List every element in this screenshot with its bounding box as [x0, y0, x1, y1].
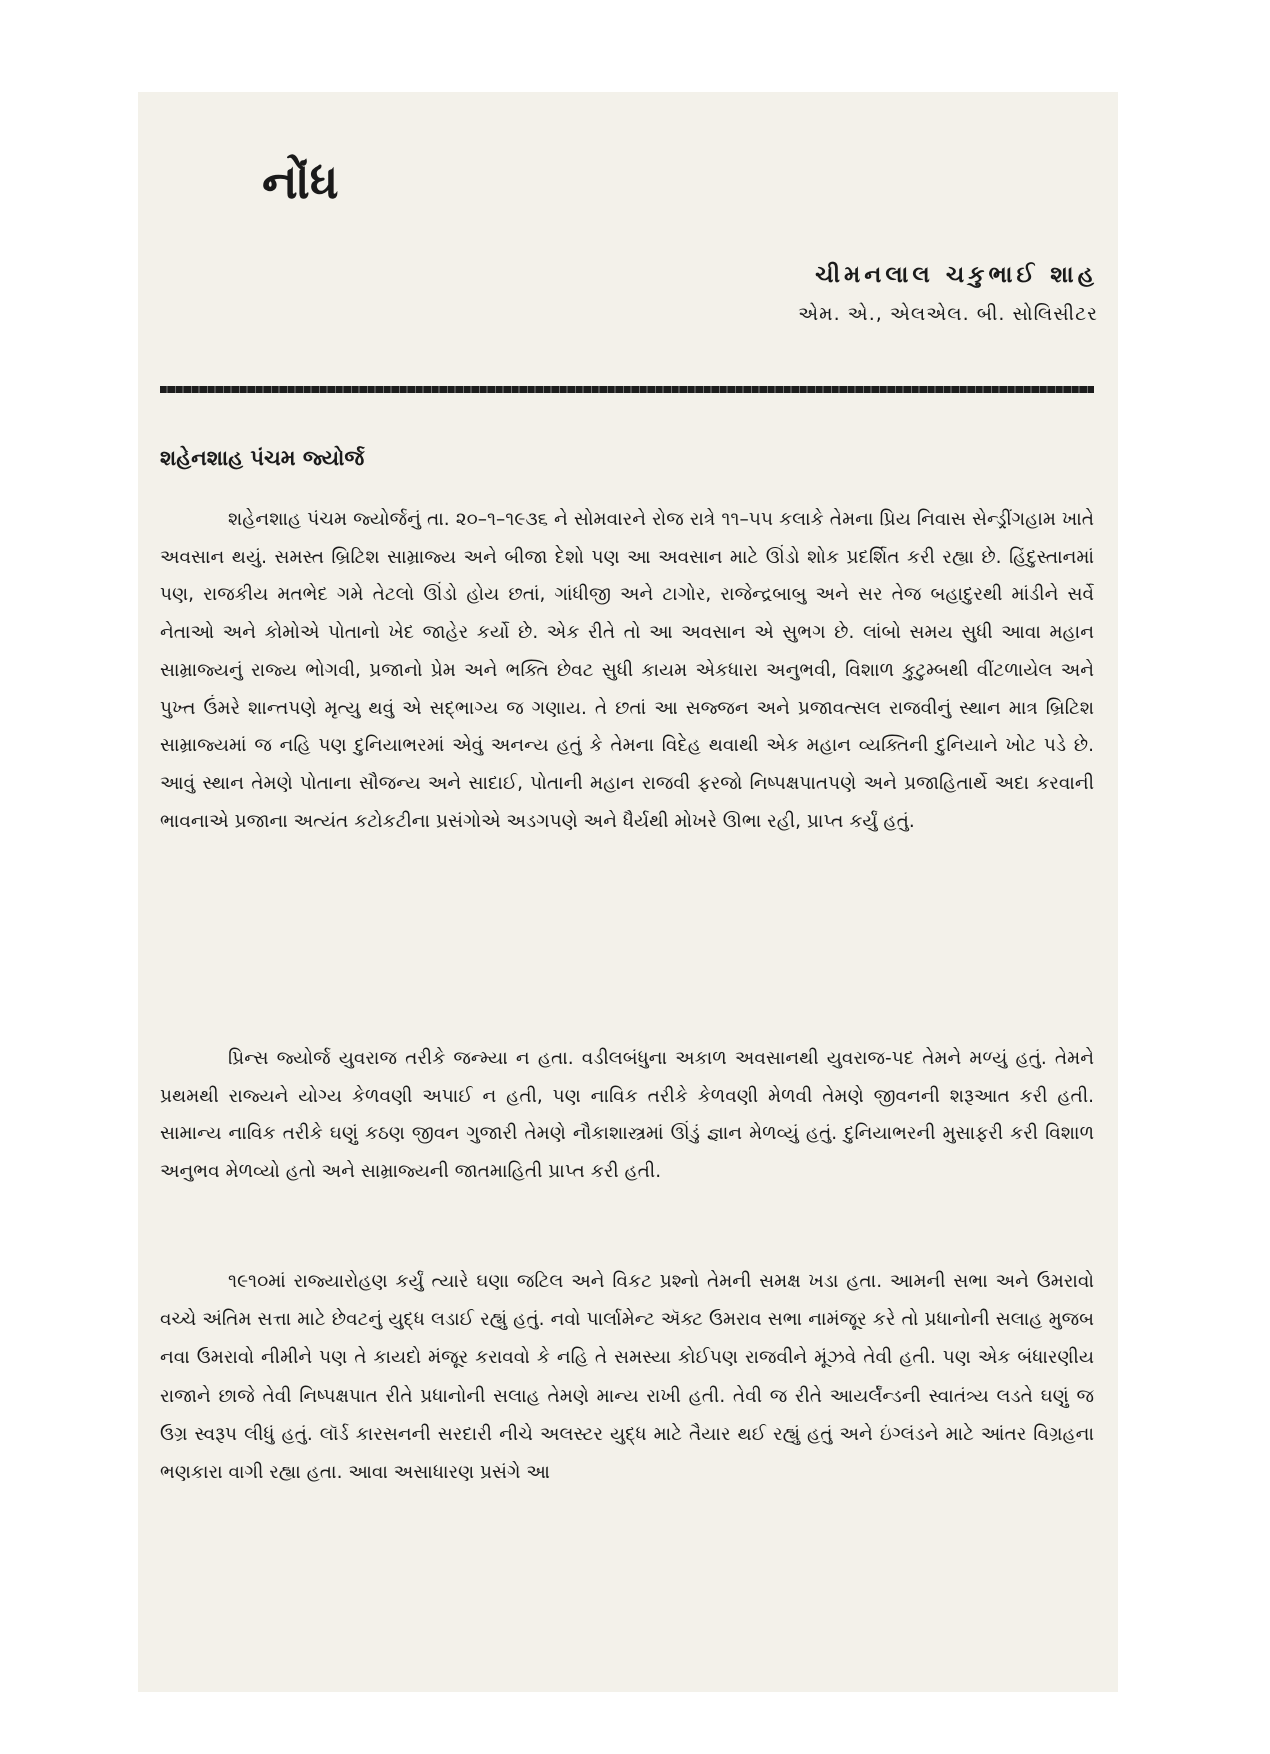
paragraph-3: ૧૯૧૦માં રાજ્યારોહણ કર્યું ત્યારે ઘણા જટિલ અને વિકટ પ્રશ્નો તેમની સમક્ષ ખડા હતા. આમની સભા અને ઉમરાવો વચ્ચે અંતિમ સત્તા માટે છેવટનું યુદ્ધ લડાઈ રહ્યું હતું. નવો પાર્લામેન્ટ ઍક્ટ ઉમરાવ સભા નામંજૂર કરે તો પ્રધાનોની સલાહ મુજબ નવા ઉમરાવો નીમીને પણ તે કાયદો મંજૂર કરાવવો કે નહિ તે સમસ્યા કોઈપણ રાજવીને મૂંઝવે તેવી હતી. પણ એક બંધારણીય રાજાને છાજે તેવી નિષ્પક્ષપાત રીતે પ્રધાનોની સલાહ તેમણે માન્ય રાખી હતી. તેવી જ રીતે આયર્લૅન્ડની સ્વાતંત્ર્ય લડતે ઘણું જ ઉગ્ર સ્વરૂપ લીધું હતું. લૉર્ડ કારસનની સરદારી નીચે અલસ્ટર યુદ્ધ માટે તૈયાર થઈ રહ્યું હતું અને ઇંગ્લંડને માટે આંતર વિગ્રહના ભણકારા વાગી રહ્યા હતા. આવા અસાધારણ પ્રસંગે આ: [160, 1271, 1094, 1484]
author-credentials: એમ. એ., એલએલ. બી. સોલિસીટર: [798, 303, 1098, 325]
paragraph-1: શહેનશાહ પંચમ જ્યોર્જનું તા. ૨૦–૧–૧૯૩૬ ને સોમવારને રોજ રાત્રે ૧૧–૫૫ કલાકે તેમના પ્રિય નિવાસ સેન્ડ્રીંગહામ ખાતે અવસાન થયું. સમસ્ત બ્રિટિશ સામ્રાજ્ય અને બીજા દેશો પણ આ અવસાન માટે ઊંડો શોક પ્રદર્શિત કરી રહ્યા છે. હિંદુસ્તાનમાં પણ, રાજકીય મતભેદ ગમે તેટલો ઊંડો હોય છતાં, ગાંધીજી અને ટાગોર, રાજેન્દ્રબાબુ અને સર તેજ બહાદુરથી માંડીને સર્વે નેતાઓ અને કોમોએ પોતાનો ખેદ જાહેર કર્યો છે. એક રીતે તો આ અવસાન એ સુભગ છે. લાંબો સમય સુધી આવા મહાન સામ્રાજ્યનું રાજ્ય ભોગવી, પ્રજાનો પ્રેમ અને ભક્તિ છેવટ સુધી કાયમ એકધારા અનુભવી, વિશાળ કુટુમ્બથી વીંટળાયેલ અને પુખ્ત ઉંમરે શાન્તપણે મૃત્યુ થવું એ સદ્ભાગ્ય જ ગણાય. તે છતાં આ સજ્જન અને પ્રજાવત્સલ રાજવીનું સ્થાન માત્ર બ્રિટિશ સામ્રાજ્યમાં જ નહિ પણ દુનિયાભરમાં એવું અનન્ય હતું કે તેમના વિદેહ થવાથી એક મહાન વ્યક્તિની દુનિયાને ખોટ પડે છે. આવું સ્થાન તેમણે પોતાના સૌજન્ય અને સાદાઈ, પોતાની મહાન રાજવી ફરજો નિષ્પક્ષપાતપણે અને પ્રજાહિતાર્થે અદા કરવાની ભાવનાએ પ્રજાના અત્યંત કટોકટીના પ્રસંગોએ અડગપણે અને ધૈર્યથી મોખરે ઊભા રહી, પ્રાપ્ત કર્યું હતું.: [160, 509, 1094, 832]
divider-rule: [160, 386, 1094, 393]
page-heading: નોંધ: [262, 154, 339, 210]
author-name: ચીમનલાલ ચકુભાઈ શાહ: [815, 262, 1098, 288]
section-title: શહેનશાહ પંચમ જ્યોર્જ: [160, 446, 365, 470]
paragraph-2: પ્રિન્સ જ્યોર્જ યુવરાજ તરીકે જન્મ્યા ન હતા. વડીલબંધુના અકાળ અવસાનથી યુવરાજ-પદ તેમને મળ્યું હતું. તેમને પ્રથમથી રાજ્યને યોગ્ય કેળવણી અપાઈ ન હતી, પણ નાવિક તરીકે કેળવણી મેળવી તેમણે જીવનની શરૂઆત કરી હતી. સામાન્ય નાવિક તરીકે ઘણું કઠણ જીવન ગુજારી તેમણે નૌકાશાસ્ત્રમાં ઊંડું જ્ઞાન મેળવ્યું હતું. દુનિયાભરની મુસાફરી કરી વિશાળ અનુભવ મેળવ્યો હતો અને સામ્રાજ્યની જાતમાહિતી પ્રાપ્ત કરી હતી.: [160, 1048, 1094, 1183]
